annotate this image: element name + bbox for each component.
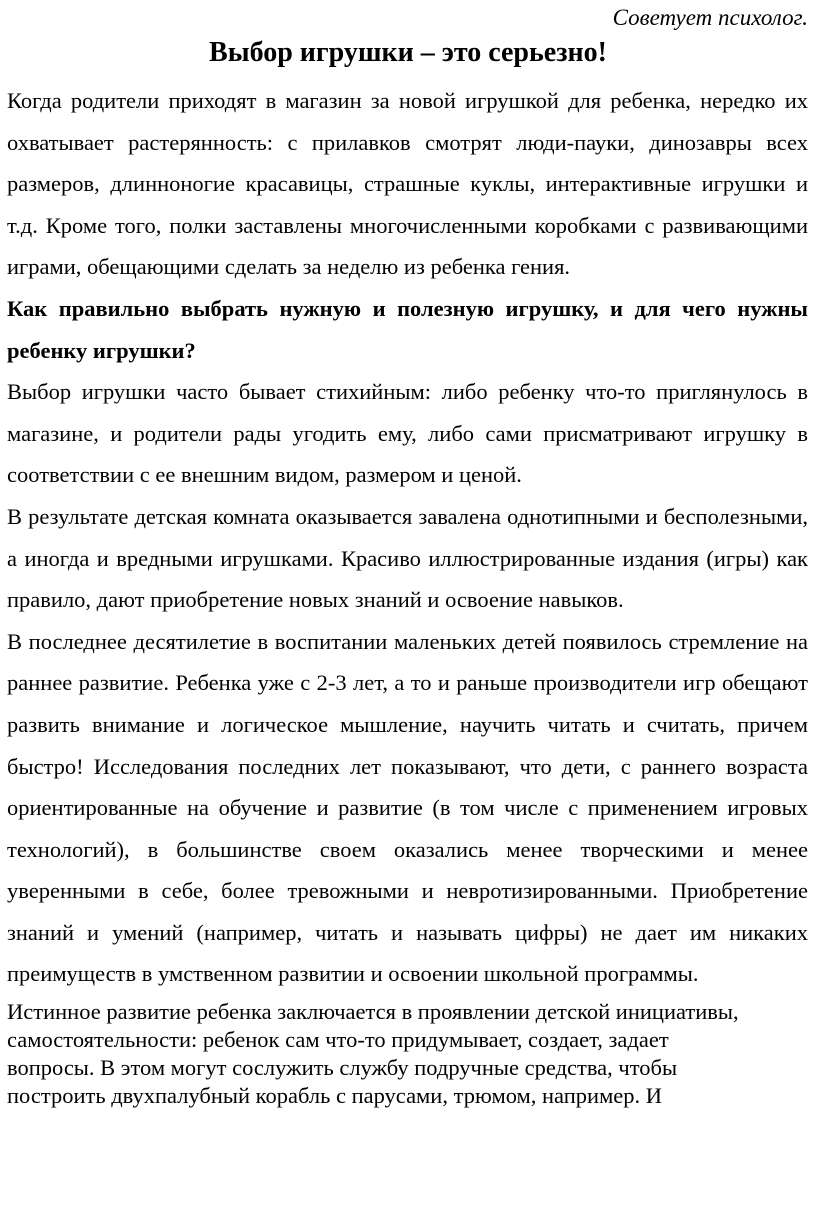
text-line: Истинное развитие ребенка заключается в проявлении детской инициативы, [7, 999, 739, 1025]
text-line: самостоятельности: ребенок сам что-то придумывает, создает, задает [7, 1027, 669, 1053]
paragraph-true-development [7, 998, 808, 1110]
kicker: Советует психолог. [612, 5, 808, 30]
paragraph-result: В результате детская комната оказывается завалена однотипными и бесполезными, а иногда и вредными игрушками. Красиво иллюстрированные издания (игры) как правило, дают приобретение новых знаний и освоение навыков. [7, 503, 808, 613]
paragraph-intro: Когда родители приходят в магазин за новой игрушкой для ребенка, нередко их охватывает растерянность: с прилавков смотрят люди-пауки, динозавры всех размеров, длинноногие красавицы, страшные куклы, интерактивные игрушки и т.д. Кроме того, полки заставлены многочисленными коробками с развивающими играми, обещающими сделать за неделю из ребенка гения. [7, 88, 808, 280]
text-line: построить двухпалубный корабль с парусами, трюмом, например. И [7, 1083, 663, 1109]
paragraph-choice: Выбор игрушки часто бывает стихийным: либо ребенку что-то приглянулось в магазине, и родители рады угодить ему, либо сами присматривают игрушку в соответствии с ее внешним видом, размером и ценой. [7, 379, 808, 488]
page-title: Выбор игрушки – это серьезно! [209, 37, 607, 68]
question-heading: Как правильно выбрать нужную и полезную игрушку, и для чего нужны ребенку игрушки? [7, 295, 808, 363]
paragraph-early-development: В последнее десятилетие в воспитании маленьких детей появилось стремление на раннее развитие. Ребенка уже с 2-3 лет, а то и раньше производители игр обещают развить внимание и логическое мышление, научить читать и считать, причем быстро! Исследования последних лет показывают, что дети, с раннего возраста ориентированные на обучение и развитие (в том числе с применением игровых технологий), в большинстве своем оказались менее творческими и менее уверенными в себе, более тревожными и невротизированными. Приобретение знаний и умений (например, читать и называть цифры) не дает им никаких преимуществ в умственном развитии и освоении школьной программы. [7, 628, 808, 987]
article-body [7, 80, 808, 1110]
text-line: вопросы. В этом могут сослужить службу подручные средства, чтобы [7, 1055, 678, 1081]
